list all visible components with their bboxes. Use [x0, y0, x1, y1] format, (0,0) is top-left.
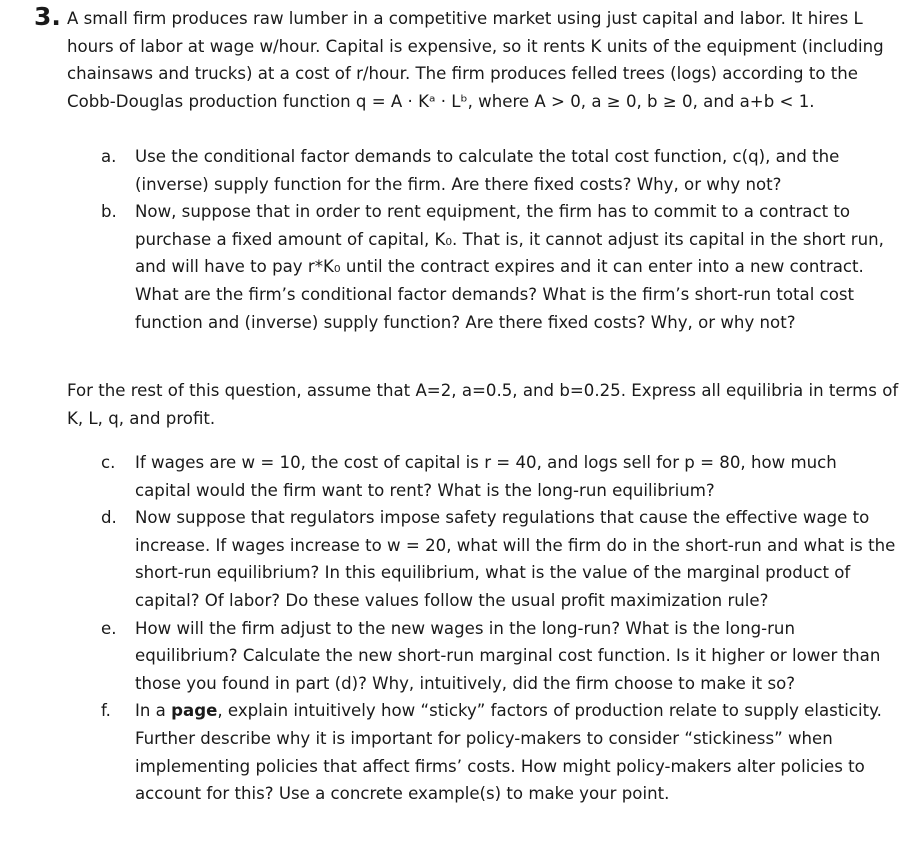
- question-number: 3.: [34, 2, 61, 31]
- sub-question-text: Use the conditional factor demands to calculate the total cost function, c(q), and the (inverse) supply function for the firm. Are there fixed costs? Why, or why not?: [135, 147, 840, 194]
- sub-question-list-cf: [67, 449, 897, 808]
- assumptions-paragraph: For the rest of this question, assume that A=2, a=0.5, and b=0.25. Express all equilibria in terms of K, L, q, and profit.: [67, 381, 899, 428]
- sub-question-f: [67, 697, 897, 807]
- sub-question-marker: e.: [101, 618, 117, 638]
- sub-question-text: Now suppose that regulators impose safety regulations that cause the effective wage to increase. If wages increase to w = 20, what will the firm do in the short-run and what is the short-run equilibrium? In this equilibrium, what is the value of the marginal product of capital? Of labor? Do these values follow the usual profit maximization rule?: [135, 508, 896, 610]
- sub-question-e: [67, 615, 897, 698]
- sub-question-text: Now, suppose that in order to rent equipment, the firm has to commit to a contract to purchase a fixed amount of capital, K₀. That is, it cannot adjust its capital in the short run, and will have to pay r*K₀ until the contract expires and it can enter into a new contract. What are the firm’s conditional factor demands? What is the firm’s short-run total cost function and (inverse) supply function? Are there fixed costs? Why, or why not?: [135, 202, 884, 332]
- sub-question-marker: c.: [101, 453, 116, 472]
- sub-question-text: If wages are w = 10, the cost of capital is r = 40, and logs sell for p = 80, how much capital would the firm want to rent? What is the long-run equilibrium?: [135, 453, 837, 500]
- sub-question-text-after: , explain intuitively how “sticky” factors of production relate to supply elasticity. Further describe why it is important for policy-makers to consider “stickiness” when implementing policies that affect firms’ costs. How might policy-makers alter policies to account for this? Use a concrete example(s) to make your point.: [135, 701, 882, 804]
- sub-question-marker: b.: [101, 202, 117, 222]
- sub-question-marker: d.: [101, 508, 117, 528]
- sub-question-text: How will the firm adjust to the new wages in the long-run? What is the long-run equilibrium? Calculate the new short-run marginal cost function. Is it higher or lower than those you found in part (d)? Why, intuitively, did the firm choose to make it so?: [135, 618, 881, 693]
- sub-question-marker: a.: [101, 147, 117, 166]
- sub-question-d: [67, 504, 897, 614]
- sub-question-marker: f.: [101, 701, 111, 721]
- sub-question-a: [67, 143, 897, 198]
- question-intro: A small firm produces raw lumber in a competitive market using just capital and labor. It hires L hours of labor at wage w/hour. Capital is expensive, so it rents K units of the equipment (including chainsaws and trucks) at a cost of r/hour. The firm produces felled trees (logs) according to the Cobb-Douglas production function q = A · Kᵃ · Lᵇ, where A > 0, a ≥ 0, b ≥ 0, and a+b < 1.: [67, 9, 884, 111]
- sub-question-b: [67, 198, 897, 336]
- sub-question-text-before: In a: [135, 701, 172, 721]
- sub-question-list-ab: [67, 143, 897, 336]
- sub-question-c: [67, 449, 897, 504]
- emphasized-word: page: [171, 701, 218, 721]
